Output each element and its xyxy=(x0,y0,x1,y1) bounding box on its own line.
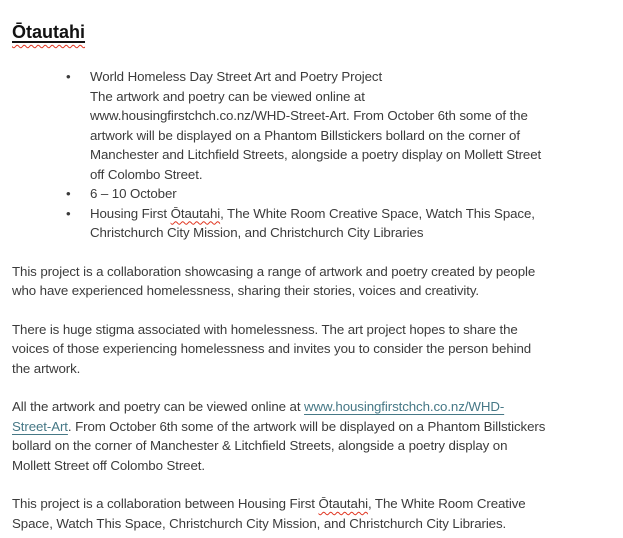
hyperlink[interactable]: Street-Art xyxy=(12,418,68,434)
list-item xyxy=(12,67,623,184)
text-segment: . From October 6th some of the artwork will be displayed on a Phantom Billstickers xyxy=(67,418,546,434)
text-line: off Colombo Street. xyxy=(90,166,203,182)
text-segment: , The White Room Creative xyxy=(367,496,526,511)
text-line: artwork will be displayed on a Phantom Billstickers bollard on the corner of xyxy=(90,127,520,143)
text-line xyxy=(90,204,623,224)
paragraph xyxy=(12,397,623,475)
bullet-list xyxy=(12,67,623,243)
text-line: www.housingfirstchch.co.nz/WHD-Street-Art. From October 6th some of the xyxy=(90,108,528,123)
text-line: bollard on the corner of Manchester & Litchfield Streets, alongside a poetry display on xyxy=(12,438,508,453)
text-line: voices of those experiencing homelessness and invites you to consider the person behind xyxy=(12,341,532,356)
text-segment: All the artwork and poetry can be viewed online at xyxy=(12,399,305,414)
hyperlink[interactable]: www.housingfirstchch.co.nz/WHD- xyxy=(304,399,505,414)
paragraph xyxy=(12,320,623,379)
text-segment: This project is a collaboration between Housing First xyxy=(12,496,319,511)
text-line: World Homeless Day Street Art and Poetry Project xyxy=(90,69,383,84)
text-line: the artwork. xyxy=(12,360,81,376)
bullet-icon: • xyxy=(66,186,71,201)
text-line: Space, Watch This Space, Christchurch City Mission, and Christchurch City Libraries. xyxy=(12,515,507,531)
list-item xyxy=(12,204,623,243)
text-segment: , The White Room Creative Space, Watch This Space, xyxy=(220,205,535,221)
text-line: 6 – 10 October xyxy=(90,186,177,201)
page-title xyxy=(12,20,623,44)
text-line: There is huge stigma associated with homelessness. The art project hopes to share the xyxy=(12,321,518,337)
text-line: who have experienced homelessness, sharing their stories, voices and creativity. xyxy=(12,283,479,298)
text-line: The artwork and poetry can be viewed online at xyxy=(90,88,365,104)
paragraph xyxy=(12,262,623,301)
bullet-icon: • xyxy=(66,205,71,221)
misspelled-word: Ōtautahi xyxy=(170,205,221,221)
text-line: Christchurch City Mission, and Christchurch City Libraries xyxy=(90,225,424,240)
text-line: Manchester and Litchfield Streets, alongside a poetry display on Mollett Street xyxy=(90,147,542,162)
bullet-icon: • xyxy=(66,69,71,84)
title-misspelled-word: Ōtautahi xyxy=(12,22,86,42)
title-underline xyxy=(12,22,85,42)
text-line: Mollett Street off Colombo Street. xyxy=(12,457,205,473)
text-line xyxy=(12,494,623,514)
text-line: This project is a collaboration showcasing a range of artwork and poetry created by people xyxy=(12,263,536,279)
list-item xyxy=(12,184,623,204)
text-line xyxy=(12,397,623,417)
misspelled-word: Ōtautahi xyxy=(318,496,368,511)
text-segment: Housing First xyxy=(90,205,171,221)
text-line xyxy=(12,417,623,437)
paragraph xyxy=(12,494,623,533)
